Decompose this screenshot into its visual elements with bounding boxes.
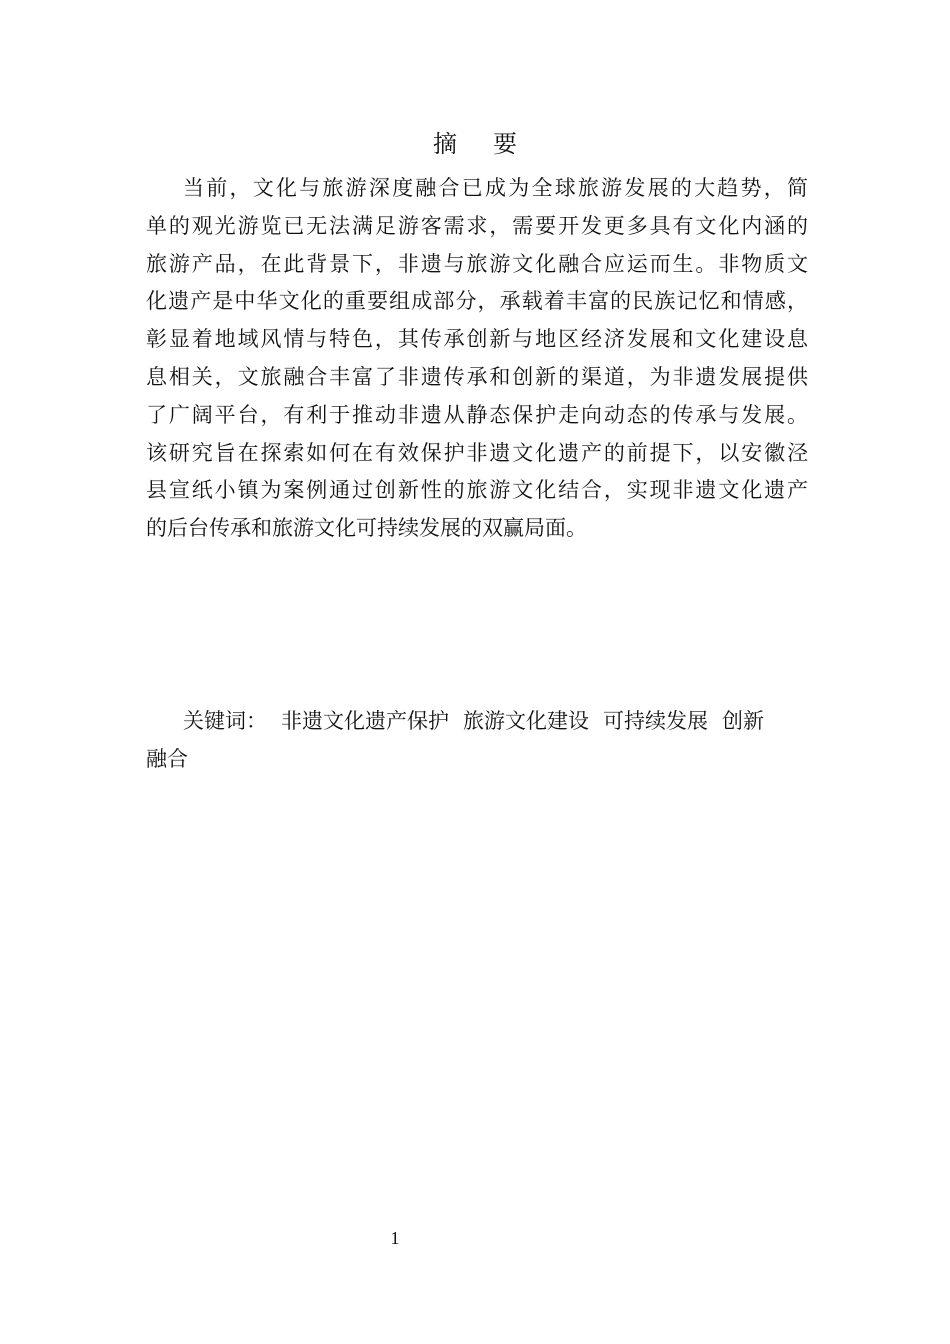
keyword-item: 创新 <box>722 709 764 733</box>
keywords-line <box>146 703 808 741</box>
abstract-line: 的后台传承和旅游文化可持续发展的双赢局面。 <box>146 516 587 541</box>
abstract-line: 旅游产品，在此背景下，非遗与旅游文化融合应运而生。非物质文 <box>146 251 808 276</box>
abstract-line: 息相关，文旅融合丰富了非遗传承和创新的渠道，为非遗发展提供 <box>146 364 808 389</box>
abstract-line: 单的观光游览已无法满足游客需求，需要开发更多具有文化内涵的 <box>146 213 808 238</box>
abstract-line: 化遗产是中华文化的重要组成部分，承载着丰富的民族记忆和情感， <box>146 289 808 314</box>
keyword-item: 融合 <box>146 746 188 771</box>
abstract-line: 该研究旨在探索如何在有效保护非遗文化遗产的前提下，以安徽泾 <box>146 440 808 465</box>
keyword-item: 旅游文化建设 <box>463 709 589 733</box>
abstract-line: 彰显着地域风情与特色，其传承创新与地区经济发展和文化建设息 <box>146 327 808 352</box>
abstract-title: 摘要 <box>433 130 553 158</box>
keyword-item: 非遗文化遗产保护 <box>281 709 449 733</box>
keywords-section <box>146 703 808 779</box>
abstract-line: 当前，文化与旅游深度融合已成为全球旅游发展的大趋势，简 <box>183 176 808 200</box>
keywords-label: 关键词： <box>183 709 267 733</box>
abstract-line: 了广阔平台，有利于推动非遗从静态保护走向动态的传承与发展。 <box>146 402 808 427</box>
page-number: 1 <box>390 1228 400 1248</box>
abstract-body <box>146 170 808 548</box>
abstract-line: 县宣纸小镇为案例通过创新性的旅游文化结合，实现非遗文化遗产 <box>146 478 808 503</box>
keywords-line <box>146 741 808 779</box>
keyword-item: 可持续发展 <box>603 709 708 733</box>
